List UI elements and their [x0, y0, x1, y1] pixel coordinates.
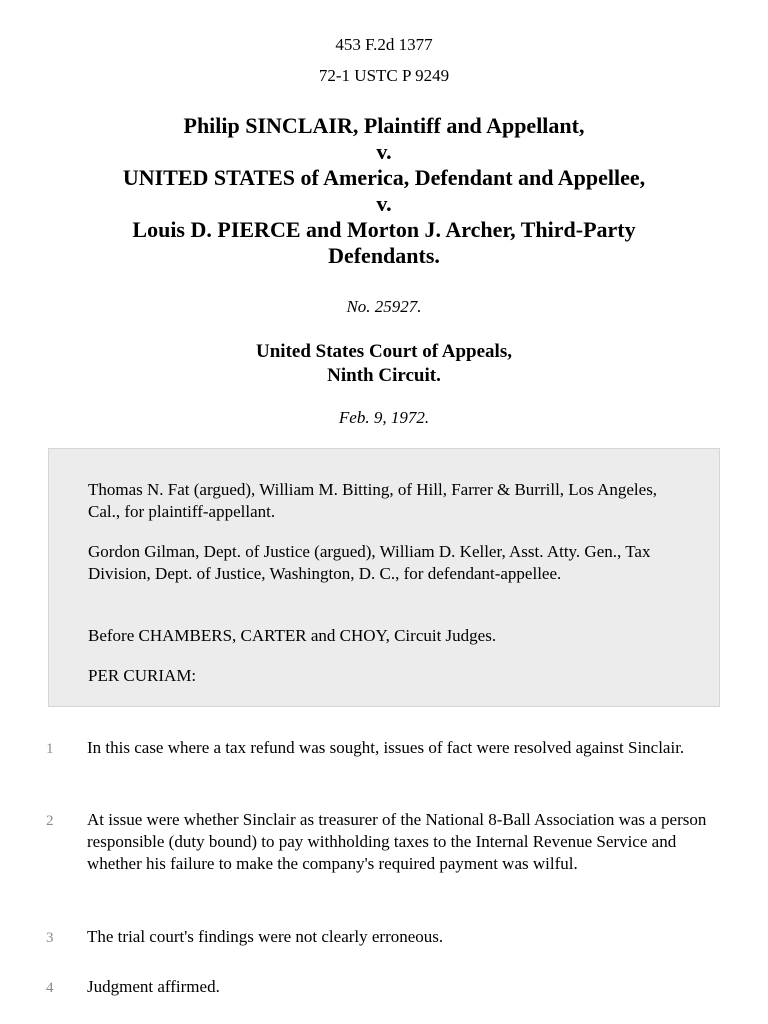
defendant-counsel: Gordon Gilman, Dept. of Justice (argued), William D. Keller, Asst. Atty. Gen., Tax Division, Dept. of Justice, Washington, D. C., for defendant-appellee.: [88, 542, 651, 583]
per-curiam: PER CURIAM:: [88, 666, 197, 685]
case-caption: [0, 113, 768, 269]
plaintiff-counsel: Thomas N. Fat (argued), William M. Bitting, of Hill, Farrer & Burrill, Los Angeles, Cal., for plaintiff-appellant.: [88, 480, 658, 521]
paragraph-text: In this case where a tax refund was sought, issues of fact were resolved against Sinclair.: [87, 738, 685, 757]
caption-versus: v.: [376, 191, 392, 216]
paragraph-text: At issue were whether Sinclair as treasurer of the National 8-Ball Association was a person responsible (duty bound) to pay withholding taxes to the Internal Revenue Service and whether his failure to make the company's required payment was wilful.: [87, 810, 707, 873]
court-name: [0, 340, 768, 388]
court-circuit-line: Ninth Circuit.: [327, 365, 441, 386]
docket-number: No. 25927.: [346, 297, 422, 316]
paragraph-number: 1: [46, 741, 54, 757]
counsel-box: [48, 448, 720, 707]
paragraph-number: 2: [46, 813, 54, 829]
paragraph-text: The trial court's findings were not clearly erroneous.: [87, 927, 444, 946]
paragraph-number: 4: [46, 980, 54, 996]
caption-plaintiff: Philip SINCLAIR, Plaintiff and Appellant,: [183, 113, 585, 138]
caption-defendant: UNITED STATES of America, Defendant and Appellee,: [122, 165, 646, 190]
caption-versus: v.: [376, 139, 392, 164]
tax-reporter-citation: 72-1 USTC P 9249: [318, 66, 450, 85]
paragraph-number: 3: [46, 930, 54, 946]
reporter-citation: 453 F.2d 1377: [335, 35, 433, 54]
court-name-line: United States Court of Appeals,: [256, 341, 512, 362]
caption-third-party-cont: Defendants.: [328, 243, 440, 268]
judges-line: Before CHAMBERS, CARTER and CHOY, Circuit Judges.: [88, 626, 497, 645]
decision-date: Feb. 9, 1972.: [338, 408, 430, 427]
paragraph-text: Judgment affirmed.: [87, 977, 220, 996]
caption-third-party: Louis D. PIERCE and Morton J. Archer, Third-Party: [132, 217, 636, 242]
